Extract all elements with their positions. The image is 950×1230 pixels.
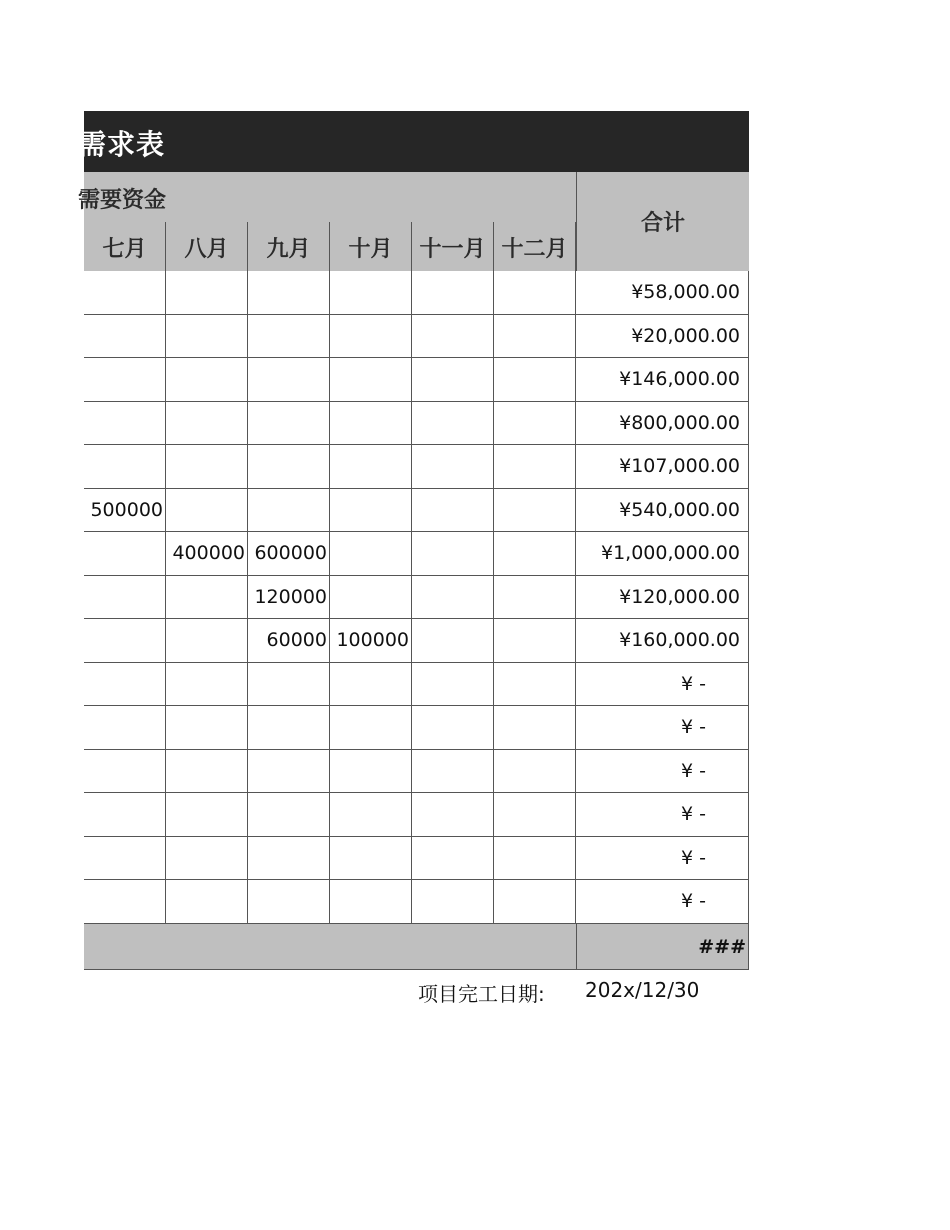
table-cell[interactable] (494, 358, 576, 401)
table-cell[interactable] (166, 271, 248, 314)
table-cell[interactable] (84, 750, 166, 793)
table-cell[interactable] (494, 271, 576, 314)
row-total-cell[interactable]: ¥ - (576, 880, 749, 923)
row-total-cell[interactable]: ¥ - (576, 663, 749, 706)
table-cell[interactable] (330, 750, 412, 793)
table-cell[interactable] (84, 358, 166, 401)
table-cell[interactable] (330, 706, 412, 749)
table-cell[interactable] (412, 880, 494, 923)
table-cell[interactable] (494, 706, 576, 749)
table-cell[interactable] (84, 619, 166, 662)
table-cell[interactable] (330, 793, 412, 836)
table-cell[interactable] (494, 663, 576, 706)
table-cell[interactable] (494, 576, 576, 619)
table-cell[interactable] (84, 663, 166, 706)
table-cell[interactable] (330, 489, 412, 532)
table-cell[interactable] (330, 837, 412, 880)
row-total-cell[interactable]: ¥1,000,000.00 (576, 532, 749, 575)
row-total-cell[interactable]: ¥120,000.00 (576, 576, 749, 619)
sheet-title: 需求表 (78, 128, 166, 161)
month-header-cell: 八月 (166, 222, 248, 272)
group-label: 需要资金 (78, 188, 167, 213)
table-cell[interactable] (84, 402, 166, 445)
month-header-cell: 十二月 (494, 222, 576, 272)
table-cell[interactable] (84, 880, 166, 923)
table-cell[interactable] (84, 837, 166, 880)
table-cell[interactable]: 400000 (166, 532, 248, 575)
table-cell[interactable] (494, 489, 576, 532)
table-cell[interactable] (412, 445, 494, 488)
table-cell[interactable] (330, 880, 412, 923)
row-total-cell[interactable]: ¥ - (576, 706, 749, 749)
table-cell[interactable] (248, 663, 330, 706)
table-cell[interactable] (494, 402, 576, 445)
table-row (84, 532, 749, 576)
table-cell[interactable] (248, 358, 330, 401)
table-cell[interactable]: 500000 (84, 489, 166, 532)
row-total-cell[interactable]: ¥540,000.00 (576, 489, 749, 532)
table-cell[interactable]: 100000 (330, 619, 412, 662)
month-header-cell: 十月 (330, 222, 412, 272)
table-cell[interactable] (412, 663, 494, 706)
table-cell[interactable] (494, 445, 576, 488)
table-cell[interactable] (330, 576, 412, 619)
row-total-cell[interactable]: ¥ - (576, 793, 749, 836)
table-cell[interactable] (330, 532, 412, 575)
table-row (84, 663, 749, 707)
table-cell[interactable] (248, 315, 330, 358)
table-cell[interactable] (166, 706, 248, 749)
table-row (84, 489, 749, 533)
table-cell[interactable] (330, 663, 412, 706)
table-header (78, 172, 749, 271)
table-cell[interactable] (330, 271, 412, 314)
table-row (84, 706, 749, 750)
month-header-cell: 十一月 (412, 222, 494, 272)
table-cell[interactable] (84, 445, 166, 488)
table-cell[interactable] (248, 750, 330, 793)
table-cell[interactable] (412, 750, 494, 793)
table-cell[interactable] (166, 750, 248, 793)
table-cell[interactable]: 600000 (248, 532, 330, 575)
row-total-cell[interactable]: ¥20,000.00 (576, 315, 749, 358)
table-cell[interactable] (494, 793, 576, 836)
month-header-cell: 九月 (248, 222, 330, 272)
table-cell[interactable] (412, 837, 494, 880)
table-cell[interactable] (248, 793, 330, 836)
table-cell[interactable] (166, 619, 248, 662)
table-cell[interactable] (84, 576, 166, 619)
table-cell[interactable] (248, 445, 330, 488)
table-cell[interactable] (412, 489, 494, 532)
table-cell[interactable] (412, 271, 494, 314)
table-cell[interactable] (248, 880, 330, 923)
table-cell[interactable] (248, 837, 330, 880)
table-cell[interactable] (84, 532, 166, 575)
table-cell[interactable]: 60000 (248, 619, 330, 662)
table-cell[interactable] (494, 532, 576, 575)
table-cell[interactable] (412, 576, 494, 619)
table-cell[interactable] (248, 402, 330, 445)
table-cell[interactable] (494, 619, 576, 662)
completion-date-label: 项目完工日期: (418, 982, 545, 1006)
row-total-cell[interactable]: ¥ - (576, 837, 749, 880)
table-cell[interactable] (412, 706, 494, 749)
table-cell[interactable] (412, 315, 494, 358)
table-cell[interactable] (412, 358, 494, 401)
table-cell[interactable] (330, 315, 412, 358)
total-column-header: 合计 (576, 172, 749, 271)
table-cell[interactable] (166, 445, 248, 488)
table-row (84, 358, 749, 402)
table-cell[interactable] (494, 837, 576, 880)
table-row (84, 619, 749, 663)
row-total-cell[interactable]: ¥ - (576, 750, 749, 793)
table-row (84, 271, 749, 315)
table-row (84, 402, 749, 446)
completion-date-value[interactable]: 202x/12/30 (585, 978, 700, 1002)
table-cell[interactable] (166, 402, 248, 445)
table-cell[interactable] (166, 793, 248, 836)
table-cell[interactable] (84, 793, 166, 836)
table-cell[interactable] (412, 402, 494, 445)
table-cell[interactable] (166, 358, 248, 401)
table-row (84, 315, 749, 359)
month-header-cell: 七月 (84, 222, 166, 272)
table-row (84, 880, 749, 924)
sheet-title-bar (78, 111, 749, 172)
table-cell[interactable] (166, 663, 248, 706)
table-cell[interactable] (412, 532, 494, 575)
row-total-cell[interactable]: ¥58,000.00 (576, 271, 749, 314)
footer-total-cell[interactable]: ### (576, 924, 749, 970)
table-cell[interactable] (412, 793, 494, 836)
table-cell[interactable] (248, 271, 330, 314)
row-total-cell[interactable]: ¥107,000.00 (576, 445, 749, 488)
table-cell[interactable] (330, 358, 412, 401)
table-cell[interactable] (412, 619, 494, 662)
table-cell[interactable] (330, 445, 412, 488)
table-cell[interactable] (494, 880, 576, 923)
table-row (84, 837, 749, 881)
table-cell[interactable] (84, 271, 166, 314)
table-cell[interactable] (248, 706, 330, 749)
footer-row (84, 924, 749, 970)
table-cell[interactable]: 120000 (248, 576, 330, 619)
row-total-cell[interactable]: ¥160,000.00 (576, 619, 749, 662)
table-row (84, 750, 749, 794)
table-cell[interactable] (166, 880, 248, 923)
table-row (84, 576, 749, 620)
row-total-cell[interactable]: ¥146,000.00 (576, 358, 749, 401)
row-total-cell[interactable]: ¥800,000.00 (576, 402, 749, 445)
table-cell[interactable] (166, 315, 248, 358)
table-cell[interactable] (84, 315, 166, 358)
table-cell[interactable] (494, 315, 576, 358)
table-cell[interactable] (84, 706, 166, 749)
table-cell[interactable] (330, 402, 412, 445)
table-row (84, 793, 749, 837)
table-cell[interactable] (166, 489, 248, 532)
table-cell[interactable] (166, 837, 248, 880)
table-row (84, 445, 749, 489)
table-cell[interactable] (166, 576, 248, 619)
table-cell[interactable] (494, 750, 576, 793)
table-cell[interactable] (248, 489, 330, 532)
